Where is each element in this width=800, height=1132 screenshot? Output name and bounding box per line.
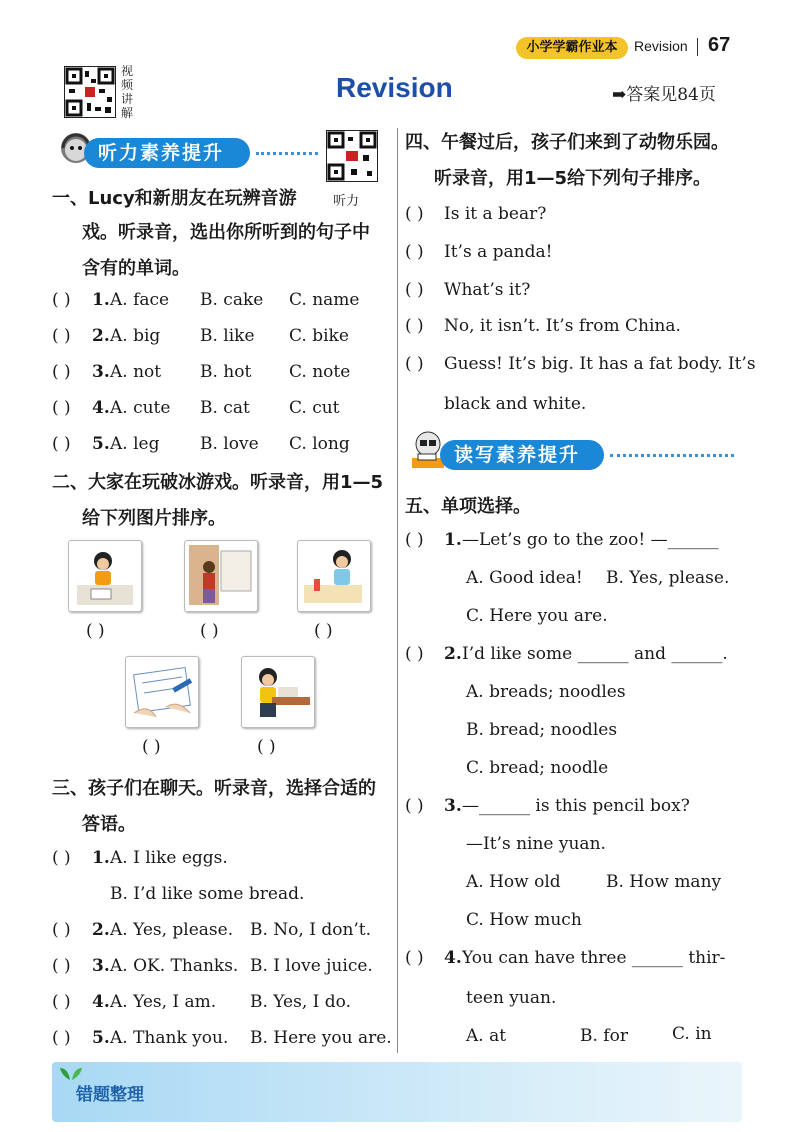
- s2-answer-blank[interactable]: ( ): [314, 621, 333, 641]
- s1-option-b: B. like: [200, 326, 255, 346]
- s5-option-a: A. How old: [466, 872, 561, 892]
- s3-answer-blank[interactable]: ( ): [52, 992, 71, 1012]
- s1-option-c: C. name: [289, 290, 360, 310]
- s5-q-number: 2.: [444, 644, 462, 664]
- s1-title-line3: 含有的单词。: [82, 258, 190, 279]
- s3-q-number: 1.: [92, 848, 110, 868]
- s1-q-number: 1.: [92, 290, 110, 310]
- picture-girl-drawing: [68, 540, 142, 612]
- s3-option-a: A. Yes, please.: [110, 920, 234, 940]
- s3-option-a: A. OK. Thanks.: [110, 956, 239, 976]
- s5-answer-blank[interactable]: ( ): [405, 796, 424, 816]
- s4-answer-blank[interactable]: ( ): [405, 354, 424, 374]
- s3-q-number: 3.: [92, 956, 110, 976]
- s5-q-number: 4.: [444, 948, 462, 968]
- s3-answer-blank[interactable]: ( ): [52, 956, 71, 976]
- s1-option-a: A. big: [110, 326, 161, 346]
- s3-title-line1: 三、孩子们在聊天。听录音，选择合适的: [52, 778, 376, 799]
- s4-sentence: What’s it?: [444, 280, 531, 300]
- s1-answer-blank[interactable]: ( ): [52, 326, 71, 346]
- s1-q-number: 3.: [92, 362, 110, 382]
- listening-qr-label: 听力: [333, 194, 360, 209]
- s3-option-b: B. Yes, I do.: [250, 992, 351, 1012]
- s2-answer-blank[interactable]: ( ): [142, 737, 161, 757]
- s4-sentence: No, it isn’t. It’s from China.: [444, 316, 681, 336]
- s1-option-c: C. long: [289, 434, 350, 454]
- s1-option-a: A. cute: [110, 398, 171, 418]
- s4-sentence: It’s a panda!: [444, 242, 553, 262]
- s5-option-b: B. How many: [606, 872, 722, 892]
- s2-answer-blank[interactable]: ( ): [86, 621, 105, 641]
- s1-title-line1: 一、Lucy和新朋友在玩辨音游: [52, 188, 297, 209]
- s5-title: 五、单项选择。: [405, 496, 531, 517]
- answer-reference: ➡答案见84页: [612, 85, 716, 105]
- s5-answer-blank[interactable]: ( ): [405, 644, 424, 664]
- banner-dots: [256, 152, 318, 155]
- s1-option-a: A. not: [110, 362, 162, 382]
- header-subject: Revision: [634, 38, 688, 54]
- listening-section-banner: 听力素养提升: [84, 138, 250, 168]
- s4-sentence: Guess! It’s big. It has a fat body. It’s: [444, 354, 756, 374]
- s1-option-b: B. love: [200, 434, 259, 454]
- s5-option-a: A. Good idea!: [466, 568, 583, 588]
- s2-title-line1: 二、大家在玩破冰游戏。听录音，用1—5: [52, 472, 384, 493]
- s5-answer-blank[interactable]: ( ): [405, 530, 424, 550]
- s3-option-a: A. I like eggs.: [110, 848, 228, 868]
- s4-title-line2: 听录音，用1—5给下列句子排序。: [434, 168, 712, 189]
- s5-q3-stem: —______ is this pencil box?: [462, 796, 690, 816]
- s1-option-c: C. note: [289, 362, 351, 382]
- s1-answer-blank[interactable]: ( ): [52, 362, 71, 382]
- s5-q4-stem: You can have three ______ thir-: [462, 948, 726, 968]
- s3-option-b: B. I’d like some bread.: [110, 884, 305, 904]
- picture-boy-at-desk: [241, 656, 315, 728]
- listening-qr-code[interactable]: [326, 130, 378, 182]
- header-divider: [697, 38, 698, 56]
- s3-option-a: A. Thank you.: [110, 1028, 229, 1048]
- s1-q-number: 4.: [92, 398, 110, 418]
- s4-title-line1: 四、午餐过后，孩子们来到了动物乐园。: [405, 132, 729, 153]
- picture-girl-with-glue: [297, 540, 371, 612]
- qr-vertical-label: 视 频 讲 解: [121, 64, 134, 120]
- s3-option-b: B. Here you are.: [250, 1028, 392, 1048]
- s4-sentence: Is it a bear?: [444, 204, 547, 224]
- s5-q-number: 3.: [444, 796, 462, 816]
- s5-option-b: B. bread; noodles: [466, 720, 618, 740]
- banner-dots: [610, 454, 734, 457]
- s5-q1-stem: —Let’s go to the zoo! —______: [462, 530, 719, 550]
- page-number: 67: [708, 34, 731, 56]
- s2-answer-blank[interactable]: ( ): [200, 621, 219, 641]
- s3-answer-blank[interactable]: ( ): [52, 920, 71, 940]
- s1-option-b: B. cake: [200, 290, 264, 310]
- s3-answer-blank[interactable]: ( ): [52, 1028, 71, 1048]
- s2-answer-blank[interactable]: ( ): [257, 737, 276, 757]
- page-title: Revision: [336, 72, 453, 103]
- s1-option-b: B. hot: [200, 362, 252, 382]
- s3-answer-blank[interactable]: ( ): [52, 848, 71, 868]
- s4-sentence-continued: black and white.: [444, 394, 587, 414]
- s1-q-number: 5.: [92, 434, 110, 454]
- s3-title-line2: 答语。: [82, 814, 136, 835]
- s3-q-number: 4.: [92, 992, 110, 1012]
- s5-option-c: C. Here you are.: [466, 606, 608, 626]
- s2-title-line2: 给下列图片排序。: [82, 508, 226, 529]
- reading-section-banner: 读写素养提升: [440, 440, 604, 470]
- s5-option-b: B. Yes, please.: [606, 568, 730, 588]
- mistake-notes-area[interactable]: [52, 1062, 742, 1122]
- s5-option-b: B. for: [580, 1026, 628, 1046]
- s3-q-number: 2.: [92, 920, 110, 940]
- s4-answer-blank[interactable]: ( ): [405, 242, 424, 262]
- s1-q-number: 2.: [92, 326, 110, 346]
- s4-answer-blank[interactable]: ( ): [405, 204, 424, 224]
- s4-answer-blank[interactable]: ( ): [405, 280, 424, 300]
- s5-option-c: C. in: [672, 1024, 712, 1044]
- s3-option-a: A. Yes, I am.: [110, 992, 217, 1012]
- s5-answer-blank[interactable]: ( ): [405, 948, 424, 968]
- s5-q2-stem: I’d like some ______ and ______.: [462, 644, 728, 664]
- s1-option-c: C. cut: [289, 398, 340, 418]
- video-qr-code[interactable]: [64, 66, 116, 118]
- s5-option-a: A. at: [466, 1026, 507, 1046]
- s5-q-number: 1.: [444, 530, 462, 550]
- s1-option-c: C. bike: [289, 326, 349, 346]
- s1-option-b: B. cat: [200, 398, 250, 418]
- s1-answer-blank[interactable]: ( ): [52, 398, 71, 418]
- s3-option-b: B. I love juice.: [250, 956, 373, 976]
- s1-answer-blank[interactable]: ( ): [52, 434, 71, 454]
- s1-option-a: A. leg: [110, 434, 160, 454]
- s1-answer-blank[interactable]: ( ): [52, 290, 71, 310]
- s5-q3-line2: —It’s nine yuan.: [466, 834, 606, 854]
- s5-option-c: C. How much: [466, 910, 582, 930]
- picture-boy-at-board: [184, 540, 258, 612]
- s5-option-c: C. bread; noodle: [466, 758, 609, 778]
- column-divider: [397, 128, 398, 1053]
- mistake-notes-label: 错题整理: [76, 1085, 144, 1105]
- s3-option-b: B. No, I don’t.: [250, 920, 372, 940]
- s1-title-line2: 戏。听录音，选出你所听到的句子中: [82, 222, 370, 243]
- s5-option-a: A. breads; noodles: [466, 682, 626, 702]
- s5-q4-line2: teen yuan.: [466, 988, 557, 1008]
- s3-q-number: 5.: [92, 1028, 110, 1048]
- picture-hands-writing: [125, 656, 199, 728]
- s1-option-a: A. face: [110, 290, 170, 310]
- book-series-badge: 小学学霸作业本: [516, 37, 628, 59]
- s4-answer-blank[interactable]: ( ): [405, 316, 424, 336]
